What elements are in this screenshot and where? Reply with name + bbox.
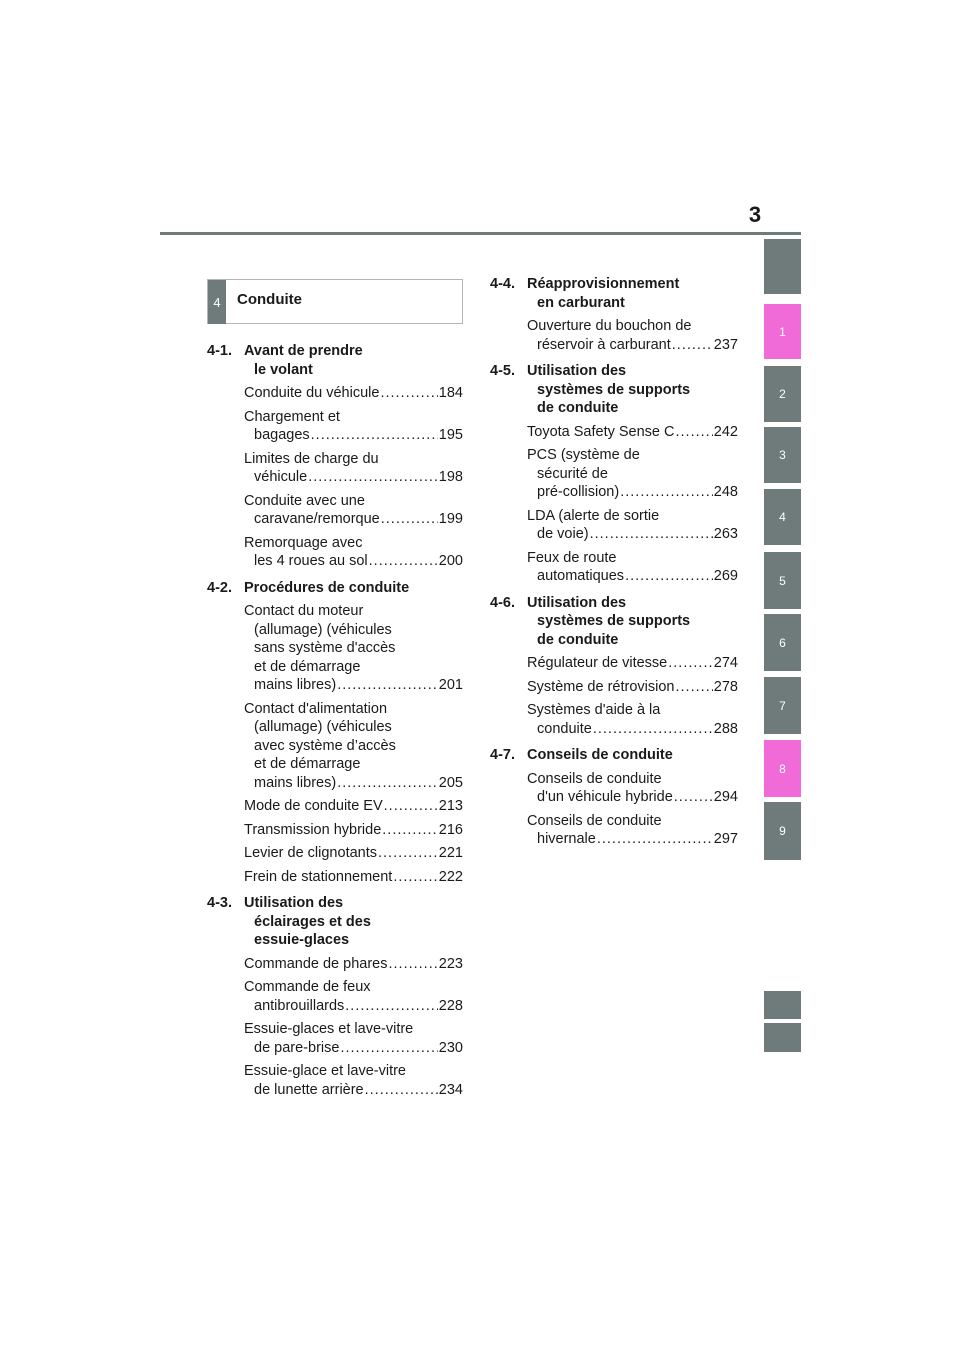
toc-entry[interactable]	[207, 1020, 463, 1057]
dot-leader	[388, 955, 437, 974]
dot-leader	[593, 720, 713, 739]
entry-text: Contact d'alimentation	[244, 700, 388, 717]
toc-entry[interactable]	[490, 678, 738, 697]
page-number: 3	[748, 202, 762, 227]
section-number: 4-1.	[207, 343, 232, 359]
entry-text: Feux de route	[527, 549, 617, 566]
chapter-tab-7[interactable]: 7	[764, 677, 801, 734]
entry-page-number: 223	[438, 955, 463, 972]
dot-leader	[340, 1039, 437, 1058]
dot-leader	[675, 678, 712, 697]
dot-leader	[378, 844, 438, 863]
entry-page-number: 237	[713, 336, 738, 353]
entry-text: véhicule	[254, 469, 308, 485]
entry-page-number: 274	[713, 655, 738, 671]
section-number: 4-3.	[207, 895, 232, 911]
entry-text: bagages	[254, 427, 310, 443]
entry-page-number: 234	[438, 1081, 463, 1098]
entry-text: Conseils de conduite	[527, 812, 662, 829]
dot-leader	[308, 468, 438, 487]
entry-text: Ouverture du bouchon de	[527, 318, 692, 334]
toc-entry[interactable]	[490, 446, 738, 502]
entry-text: Limites de charge du	[244, 450, 379, 467]
entry-text: conduite	[537, 720, 592, 737]
entry-page-number: 248	[713, 484, 738, 500]
entry-text: d'un véhicule hybride	[537, 789, 673, 805]
dot-leader	[668, 654, 713, 673]
dot-leader	[625, 567, 713, 586]
entry-text: antibrouillards	[254, 997, 345, 1014]
entry-page-number: 216	[438, 821, 463, 838]
toc-section	[490, 362, 738, 418]
dot-leader	[382, 821, 438, 840]
chapter-tab-4[interactable]: 4	[764, 489, 801, 545]
chapter-tab-3[interactable]: 3	[764, 427, 801, 483]
dot-leader	[380, 384, 437, 403]
entry-text: (allumage) (véhicules	[254, 621, 392, 638]
section-title: Avant de prendre le volant	[244, 343, 363, 378]
entry-text: caravane/remorque	[254, 511, 380, 527]
chapter-tab-9[interactable]: 9	[764, 802, 801, 860]
header-rule	[160, 232, 801, 235]
dot-leader	[674, 788, 713, 807]
chapter-tab-8[interactable]: 8	[764, 740, 801, 797]
entry-page-number: 269	[713, 568, 738, 584]
entry-text: et de démarrage	[254, 756, 361, 772]
section-title: Utilisation des systèmes de supports de conduite	[527, 363, 691, 416]
toc-column-right	[490, 275, 738, 849]
toc-section	[207, 894, 463, 950]
entry-text: Remorquage avec	[244, 534, 363, 551]
section-number: 4-6.	[490, 594, 515, 611]
entry-page-number: 228	[438, 997, 463, 1014]
entry-text: Mode de conduite EV	[244, 798, 383, 814]
dot-leader	[337, 774, 438, 793]
entry-page-number: 242	[713, 423, 738, 440]
toc-entry[interactable]	[490, 812, 738, 849]
entry-text: Conduite avec une	[244, 492, 365, 509]
dot-leader	[590, 525, 713, 544]
toc-entry[interactable]	[490, 317, 738, 354]
entry-page-number: 221	[438, 845, 463, 861]
chapter-tab-1[interactable]: 1	[764, 304, 801, 359]
section-number: 4-7.	[490, 747, 515, 763]
toc-entry[interactable]	[207, 868, 463, 887]
entry-page-number: 184	[438, 385, 463, 401]
dot-leader	[676, 423, 713, 442]
toc-entry[interactable]	[490, 507, 738, 544]
entry-text: réservoir à carburant	[537, 336, 671, 353]
entry-text: Conduite du véhicule	[244, 385, 380, 401]
entry-text: de lunette arrière	[254, 1081, 364, 1098]
entry-page-number: 294	[713, 789, 738, 805]
entry-text: Commande de feux	[244, 979, 371, 995]
dot-leader	[672, 336, 713, 355]
toc-section	[207, 342, 463, 379]
entry-page-number: 200	[438, 553, 463, 569]
section-title: Conseils de conduite	[527, 747, 673, 763]
toc-entry[interactable]	[207, 955, 463, 974]
toc-entry[interactable]	[207, 602, 463, 695]
entry-text: LDA (alerte de sortie	[527, 507, 660, 524]
entry-text: de pare-brise	[254, 1039, 340, 1056]
toc-entry[interactable]	[490, 549, 738, 586]
chapter-tab-6[interactable]: 6	[764, 614, 801, 671]
chapter-tab-2[interactable]: 2	[764, 366, 801, 422]
entry-text: Frein de stationnement	[244, 868, 393, 885]
dot-leader	[393, 868, 437, 887]
chapter-tab-blank[interactable]	[764, 991, 801, 1019]
entry-text: Essuie-glace et lave-vitre	[244, 1063, 406, 1079]
chapter-title: Conduite	[237, 291, 302, 308]
section-number: 4-4.	[490, 276, 515, 292]
dot-leader	[384, 797, 438, 816]
entry-page-number: 213	[438, 798, 463, 814]
entry-page-number: 288	[713, 720, 738, 737]
toc-entry[interactable]	[207, 1062, 463, 1099]
chapter-tab-blank[interactable]	[764, 1023, 801, 1052]
entry-text: et de démarrage	[254, 658, 361, 675]
toc-entry[interactable]	[490, 423, 738, 442]
dot-leader	[369, 552, 438, 571]
dot-leader	[381, 510, 438, 529]
entry-page-number: 201	[438, 677, 463, 693]
toc-entry[interactable]	[207, 450, 463, 487]
toc-entry[interactable]	[490, 654, 738, 673]
dot-leader	[337, 676, 438, 695]
entry-text: pré-collision)	[537, 484, 620, 500]
toc-entry[interactable]	[207, 821, 463, 840]
toc-entry[interactable]	[207, 844, 463, 863]
entry-text: PCS (système de	[527, 447, 640, 463]
entry-page-number: 195	[438, 427, 463, 443]
toc-section	[490, 746, 738, 765]
entry-text: Systèmes d'aide à la	[527, 702, 661, 718]
section-number: 4-5.	[490, 363, 515, 379]
toc-entry[interactable]	[207, 408, 463, 445]
chapter-header	[207, 279, 463, 324]
toc-entry[interactable]	[207, 797, 463, 816]
entry-page-number: 199	[438, 511, 463, 527]
section-title: Utilisation des éclairages et des essuie-glaces	[244, 895, 371, 948]
section-title: Réapprovisionnement en carburant	[527, 276, 680, 311]
entry-text: (allumage) (véhicules	[254, 719, 392, 735]
toc-section	[490, 594, 738, 650]
entry-text: mains libres)	[254, 774, 337, 791]
dot-leader	[311, 426, 438, 445]
entry-page-number: 222	[438, 868, 463, 885]
entry-text: sécurité de	[537, 465, 608, 482]
entry-text: mains libres)	[254, 677, 337, 693]
entry-text: Levier de clignotants	[244, 845, 377, 861]
entry-text: Contact du moteur	[244, 603, 364, 619]
entry-page-number: 230	[438, 1039, 463, 1056]
chapter-tab-blank[interactable]	[764, 239, 801, 294]
section-title: Procédures de conduite	[244, 579, 410, 596]
entry-page-number: 198	[438, 469, 463, 485]
chapter-tab-5[interactable]: 5	[764, 552, 801, 609]
toc-section	[490, 275, 738, 312]
entry-text: automatiques	[537, 568, 625, 584]
entry-text: Essuie-glaces et lave-vitre	[244, 1021, 414, 1037]
entry-text: Chargement et	[244, 408, 340, 425]
entry-text: avec système d’accès	[254, 737, 396, 754]
entry-text: de voie)	[537, 526, 589, 542]
section-title: Utilisation des systèmes de supports de conduite	[527, 594, 691, 648]
toc-entry[interactable]	[207, 384, 463, 403]
entry-text: les 4 roues au sol	[254, 553, 368, 569]
entry-page-number: 297	[713, 831, 738, 847]
dot-leader	[365, 1081, 438, 1100]
chapter-number: 4	[208, 280, 226, 324]
entry-page-number: 205	[438, 774, 463, 791]
toc-entry[interactable]	[207, 492, 463, 529]
entry-text: hivernale	[537, 831, 596, 847]
section-number: 4-2.	[207, 579, 232, 596]
entry-text: sans système d'accès	[254, 640, 396, 656]
dot-leader	[620, 483, 713, 502]
entry-text: Toyota Safety Sense C	[527, 423, 675, 440]
toc-entry[interactable]	[490, 770, 738, 807]
entry-text: Conseils de conduite	[527, 770, 662, 787]
entry-text: Régulateur de vitesse	[527, 655, 668, 671]
toc-entry[interactable]	[490, 701, 738, 738]
dot-leader	[345, 997, 438, 1016]
dot-leader	[597, 830, 713, 849]
entry-text: Transmission hybride	[244, 821, 382, 838]
entry-page-number: 278	[713, 678, 738, 695]
toc-entry[interactable]	[207, 534, 463, 571]
entry-page-number: 263	[713, 526, 738, 542]
entry-text: Commande de phares	[244, 955, 388, 972]
entry-text: Système de rétrovision	[527, 678, 675, 695]
toc-entry[interactable]	[207, 700, 463, 793]
toc-column-left	[207, 342, 463, 1099]
toc-entry[interactable]	[207, 978, 463, 1015]
toc-section	[207, 579, 463, 598]
